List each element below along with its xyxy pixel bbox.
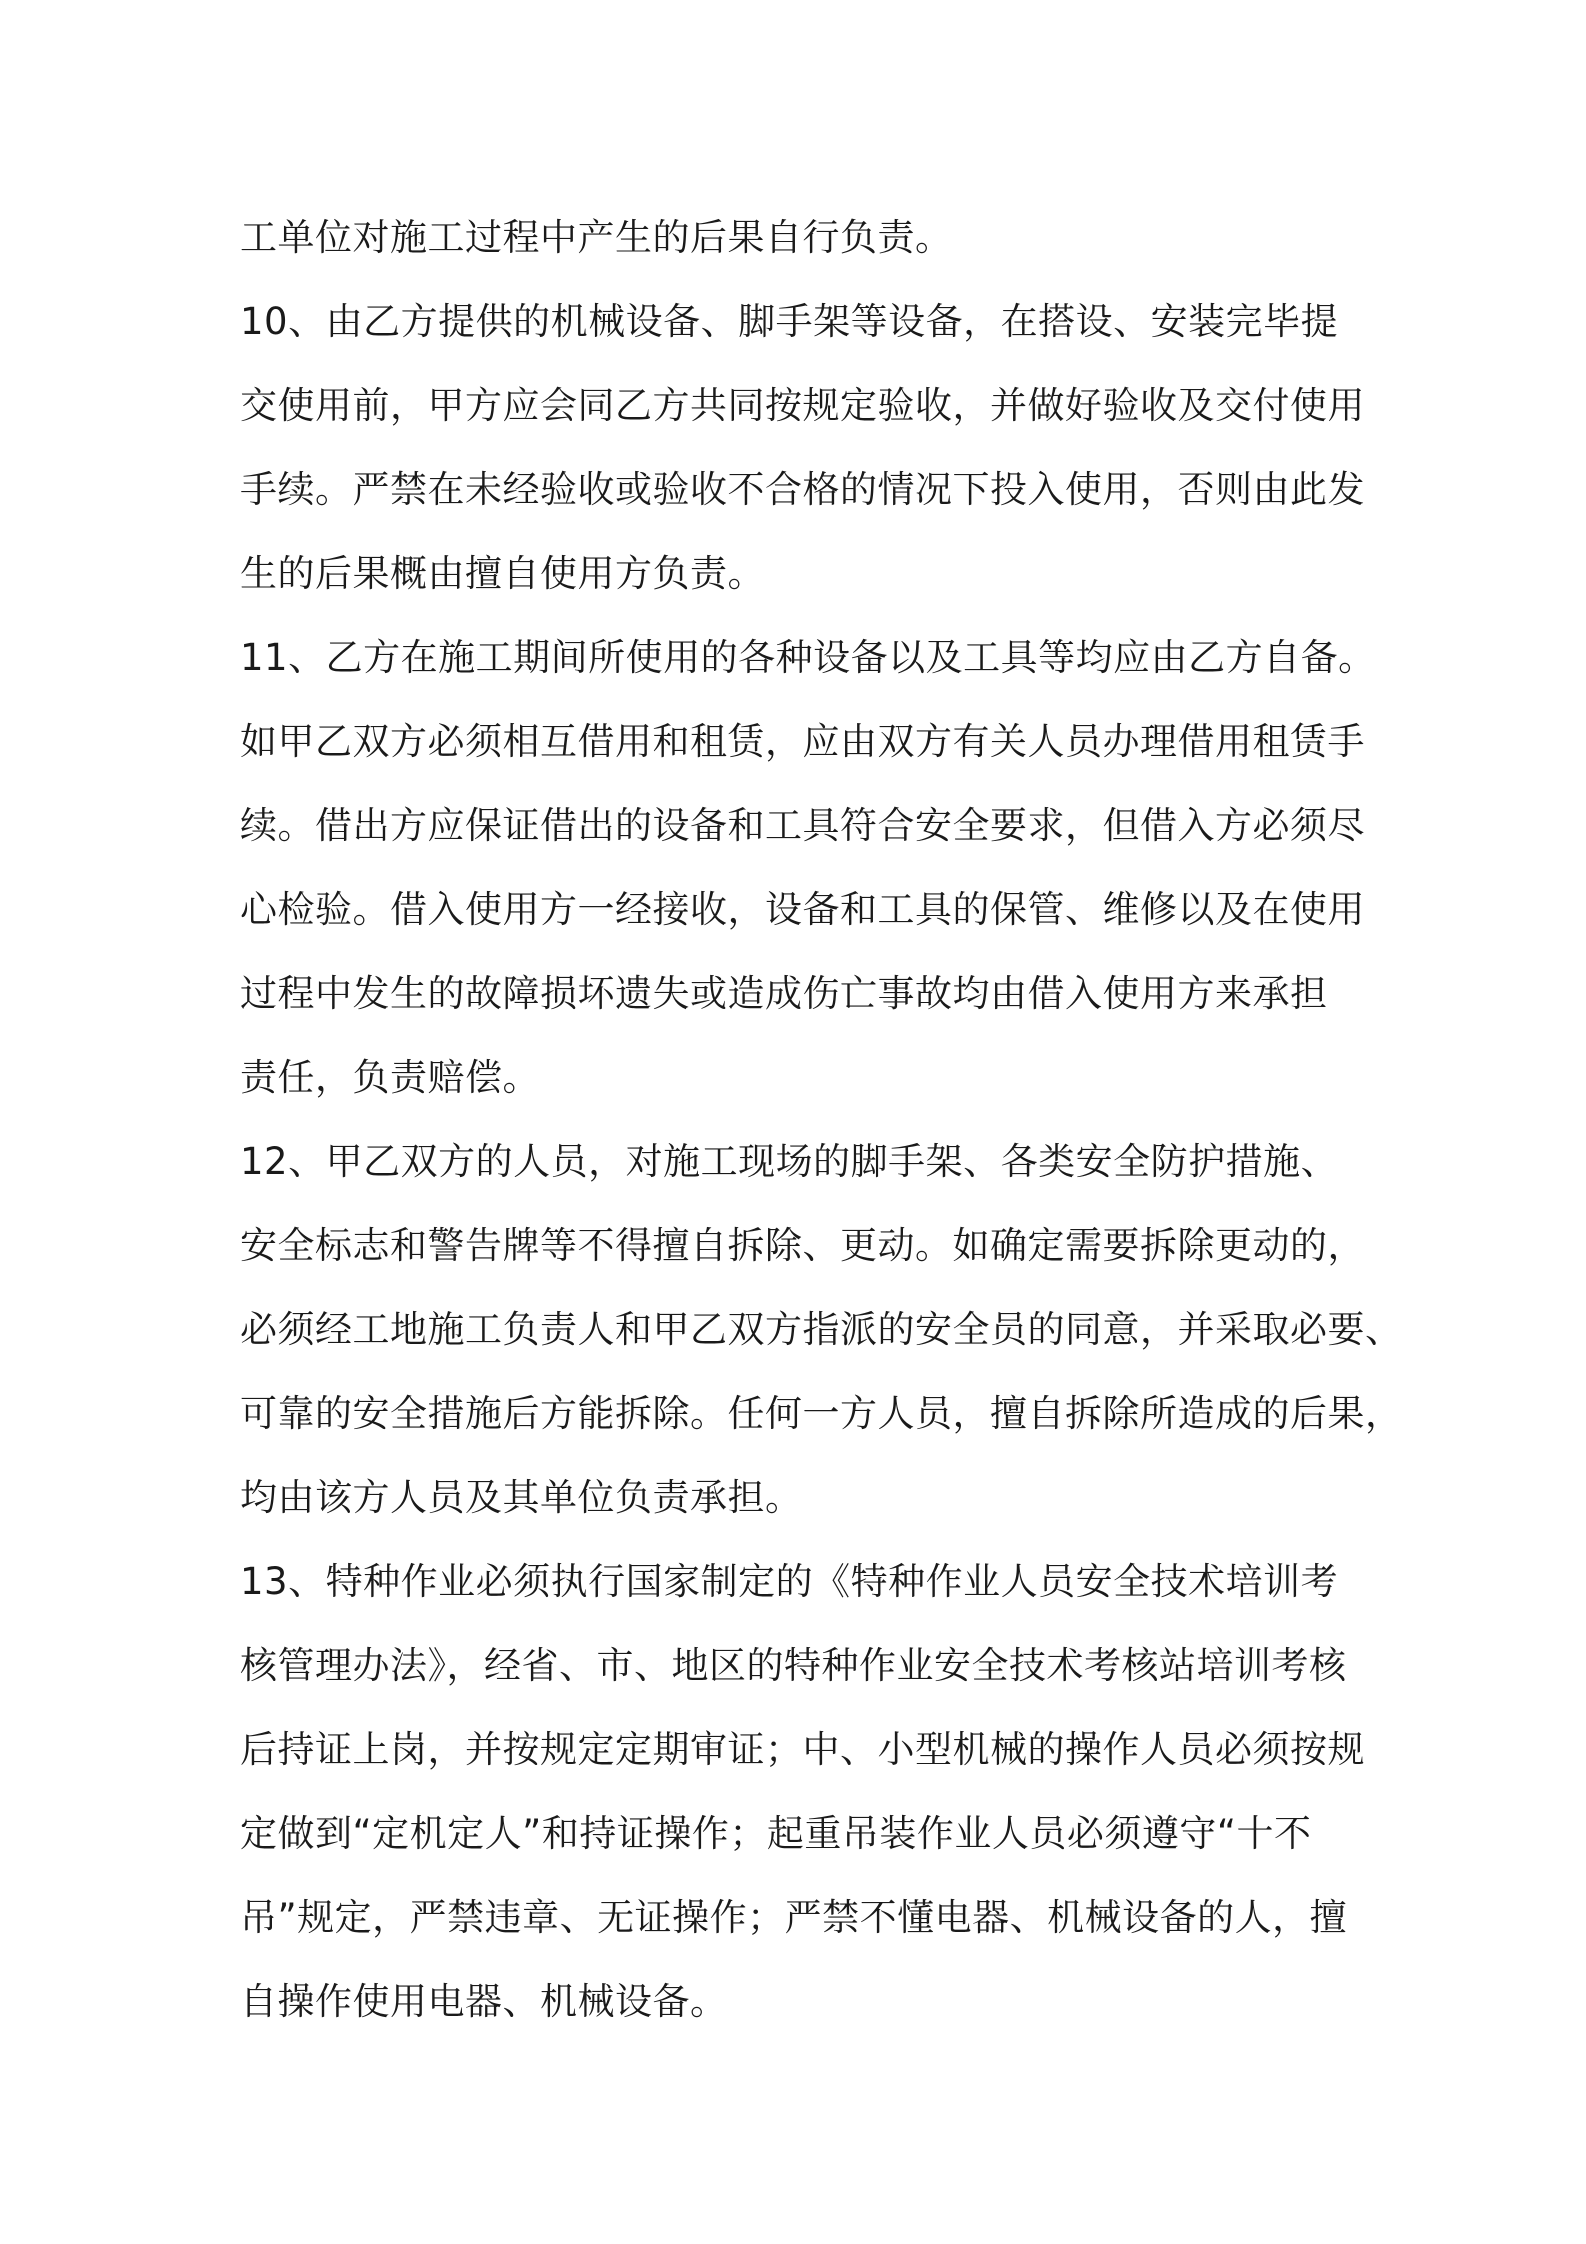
text-line: 均由该方人员及其单位负责承担。 bbox=[240, 1476, 803, 1519]
text-line: 吊”规定，严禁违章、无证操作；严禁不懂电器、机械设备的人，擅 bbox=[240, 1896, 1348, 1939]
text-line: 10、由乙方提供的机械设备、脚手架等设备，在搭设、安装完毕提 bbox=[240, 300, 1339, 343]
text-line: 过程中发生的故障损坏遗失或造成伤亡事故均由借入使用方来承担 bbox=[240, 972, 1328, 1015]
text-line: 生的后果概由擅自使用方负责。 bbox=[240, 552, 765, 595]
text-line: 可靠的安全措施后方能拆除。任何一方人员，擅自拆除所造成的后果， bbox=[240, 1392, 1403, 1435]
text-line: 定做到“定机定人”和持证操作；起重吊装作业人员必须遵守“十不 bbox=[240, 1812, 1312, 1855]
text-line: 交使用前，甲方应会同乙方共同按规定验收，并做好验收及交付使用 bbox=[240, 384, 1365, 427]
text-line: 后持证上岗，并按规定定期审证；中、小型机械的操作人员必须按规 bbox=[240, 1728, 1365, 1771]
text-line: 责任，负责赔偿。 bbox=[240, 1056, 540, 1099]
text-line: 心检验。借入使用方一经接收，设备和工具的保管、维修以及在使用 bbox=[240, 888, 1365, 931]
text-line: 12、甲乙双方的人员，对施工现场的脚手架、各类安全防护措施、 bbox=[240, 1140, 1339, 1183]
text-line: 安全标志和警告牌等不得擅自拆除、更动。如确定需要拆除更动的， bbox=[240, 1224, 1365, 1267]
text-line: 自操作使用电器、机械设备。 bbox=[240, 1980, 728, 2023]
text-line: 13、特种作业必须执行国家制定的《特种作业人员安全技术培训考 bbox=[240, 1560, 1339, 1603]
document-body bbox=[240, 196, 1403, 2044]
text-line: 核管理办法》，经省、市、地区的特种作业安全技术考核站培训考核 bbox=[240, 1644, 1347, 1687]
text-line: 手续。严禁在未经验收或验收不合格的情况下投入使用，否则由此发 bbox=[240, 468, 1365, 511]
text-line: 工单位对施工过程中产生的后果自行负责。 bbox=[240, 216, 953, 259]
text-line: 11、乙方在施工期间所使用的各种设备以及工具等均应由乙方自备。 bbox=[240, 636, 1376, 679]
text-line: 必须经工地施工负责人和甲乙双方指派的安全员的同意，并采取必要、 bbox=[240, 1308, 1403, 1351]
text-line: 如甲乙双方必须相互借用和租赁，应由双方有关人员办理借用租赁手 bbox=[240, 720, 1365, 763]
text-line: 续。借出方应保证借出的设备和工具符合安全要求，但借入方必须尽 bbox=[240, 804, 1365, 847]
